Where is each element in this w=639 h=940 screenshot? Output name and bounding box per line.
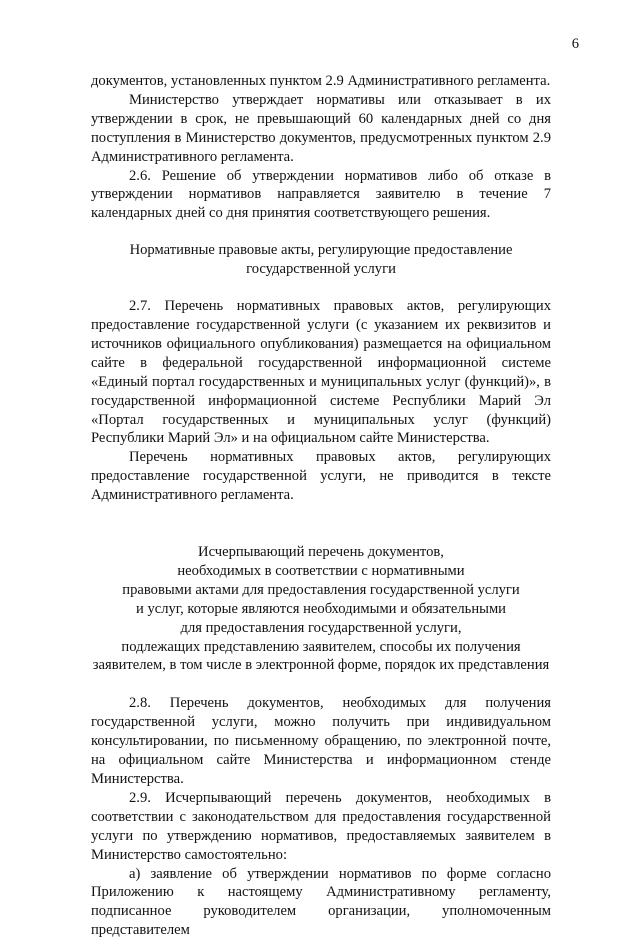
paragraph-2-9: 2.9. Исчерпывающий перечень документов, необходимых в соответствии с законодательством для предоставления государственной услуги по утверждению нормативов, предоставляемых заявителем в Министерство самостоятельно: xyxy=(91,789,551,863)
paragraph-ministry-approval: Министерство утверждает нормативы или отказывает в их утверждении в срок, не превышающий 60 календарных дней со дня поступления в Министерство документов, предусмотренных пунктом 2.9 Административного регламента. xyxy=(91,91,551,165)
document-body xyxy=(91,72,551,940)
paragraph-item-a: а) заявление об утверждении нормативов по форме согласно Приложению к настоящему Административному регламенту, подписанное руководителем организации, уполномоченным представителем xyxy=(91,865,551,939)
paragraph-continuation: документов, установленных пунктом 2.9 Административного регламента. xyxy=(91,73,551,89)
heading-line: подлежащих представлению заявителем, способы их получения xyxy=(121,638,521,655)
heading-line: заявителем, в том числе в электронной форме, порядок их представления xyxy=(92,657,550,674)
paragraph-2-6: 2.6. Решение об утверждении нормативов либо об отказе в утверждении нормативов направляется заявителю в течение 7 календарных дней со дня принятия соответствующего решения. xyxy=(91,167,551,222)
heading-line: для предоставления государственной услуги, xyxy=(180,619,462,636)
heading-line: Исчерпывающий перечень документов, xyxy=(198,544,444,561)
paragraph-list-not-included: Перечень нормативных правовых актов, регулирующих предоставление государственной услуги, не приводится в тексте Административного регламента. xyxy=(91,449,551,504)
heading-line: Нормативные правовые акты, регулирующие предоставление xyxy=(129,242,513,259)
heading-line: правовыми актами для предоставления государственной услуги xyxy=(122,581,520,598)
heading-line: и услуг, которые являются необходимыми и обязательными xyxy=(135,600,506,617)
paragraph-2-8: 2.8. Перечень документов, необходимых для получения государственной услуги, можно получить при индивидуальном консультировании, по письменному обращению, по электронной почте, на официальном сайте Министерства и информационном стенде Министерства. xyxy=(91,695,551,787)
heading-line: необходимых в соответствии с нормативными xyxy=(177,562,465,579)
paragraph-2-7: 2.7. Перечень нормативных правовых актов, регулирующих предоставление государственной услуги (с указанием их реквизитов и источников официального опубликования) размещается на официальном сайте в федеральной государственной информационной системе «Единый портал государственных и муниципальных услуг (функций)», в государственной информационной системе Республики Марий Эл «Портал государственных и муниципальных услуг (функций) Республики Марий Эл» и на официальном сайте Министерства. xyxy=(91,298,551,447)
heading-line: государственной услуги xyxy=(246,261,396,278)
section-heading-documents-list xyxy=(91,543,551,675)
section-heading-normative-acts xyxy=(91,241,551,279)
page-number: 6 xyxy=(571,36,579,52)
